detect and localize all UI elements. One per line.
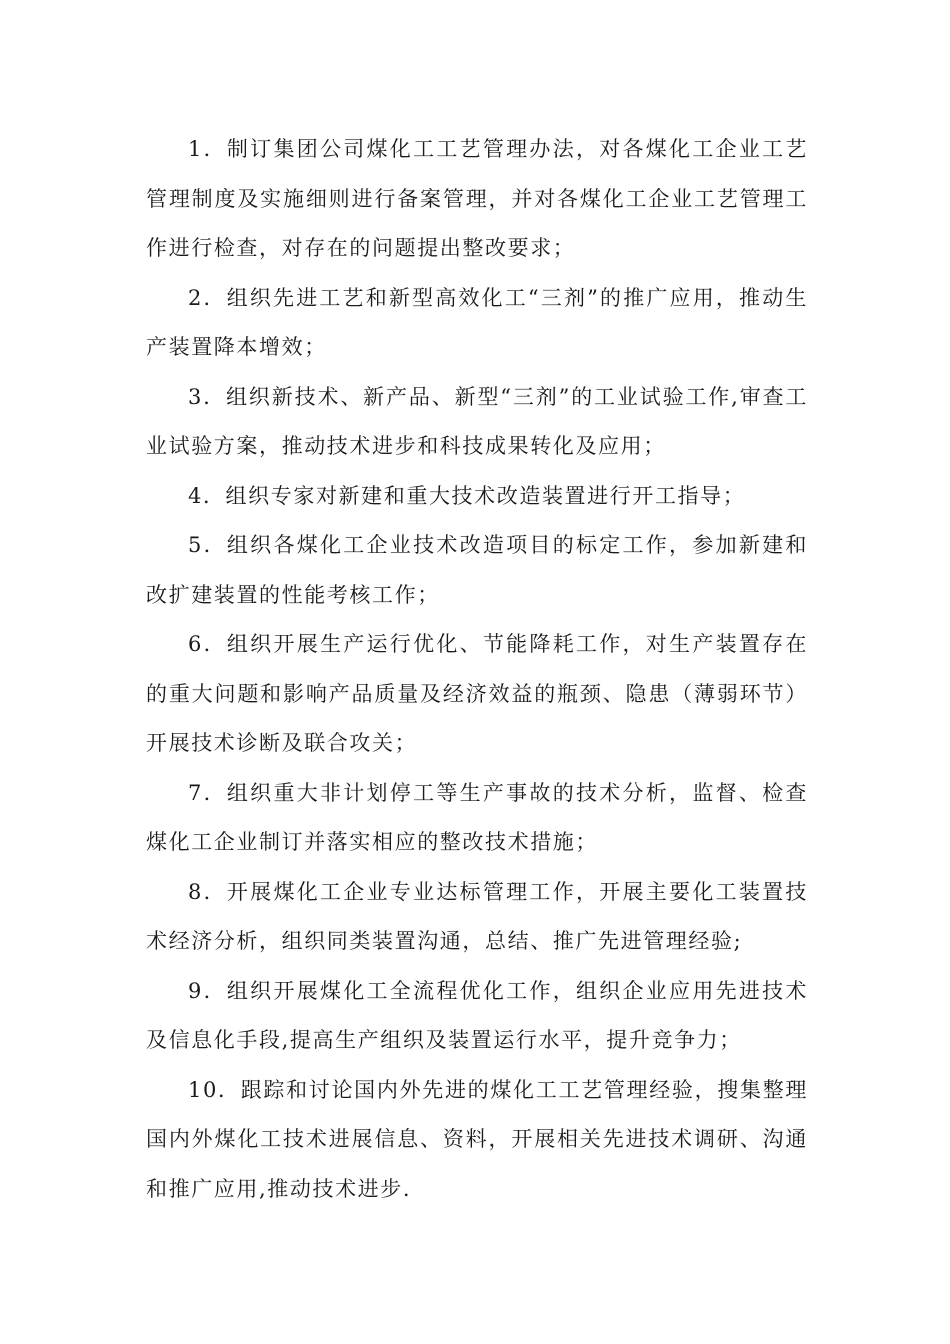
paragraph-item-8: 8．开展煤化工企业专业达标管理工作，开展主要化工装置技术经济分析，组织同类装置沟通，总结、推广先进管理经验; [146,879,808,953]
paragraph-item-1: 1．制订集团公司煤化工工艺管理办法，对各煤化工企业工艺管理制度及实施细则进行备案管理，并对各煤化工企业工艺管理工作进行检查，对存在的问题提出整改要求； [146,137,808,260]
paragraph-item-4: 4．组织专家对新建和重大技术改造装置进行开工指导； [188,483,746,508]
paragraph-item-2: 2．组织先进工艺和新型高效化工“三剂”的推广应用，推动生产装置降本增效； [146,285,808,359]
paragraph-item-3: 3．组织新技术、新产品、新型“三剂”的工业试验工作,审查工业试验方案，推动技术进步和科技成果转化及应用； [146,384,808,458]
paragraph-item-7: 7．组织重大非计划停工等生产事故的技术分析，监督、检查煤化工企业制订并落实相应的整改技术措施； [146,780,808,854]
paragraph-item-6: 6．组织开展生产运行优化、节能降耗工作，对生产装置存在的重大问题和影响产品质量及经济效益的瓶颈、隐患（薄弱环节）开展技术诊断及联合攻关； [146,632,808,755]
paragraph-item-10: 10．跟踪和讨论国内外先进的煤化工工艺管理经验，搜集整理国内外煤化工技术进展信息、资料，开展相关先进技术调研、沟通和推广应用,推动技术进步. [146,1077,808,1201]
document-body [146,125,808,1214]
paragraph-item-5: 5．组织各煤化工企业技术改造项目的标定工作，参加新建和改扩建装置的性能考核工作； [146,533,808,607]
paragraph-item-9: 9．组织开展煤化工全流程优化工作，组织企业应用先进技术及信息化手段,提高生产组织及装置运行水平，提升竞争力； [146,978,808,1052]
